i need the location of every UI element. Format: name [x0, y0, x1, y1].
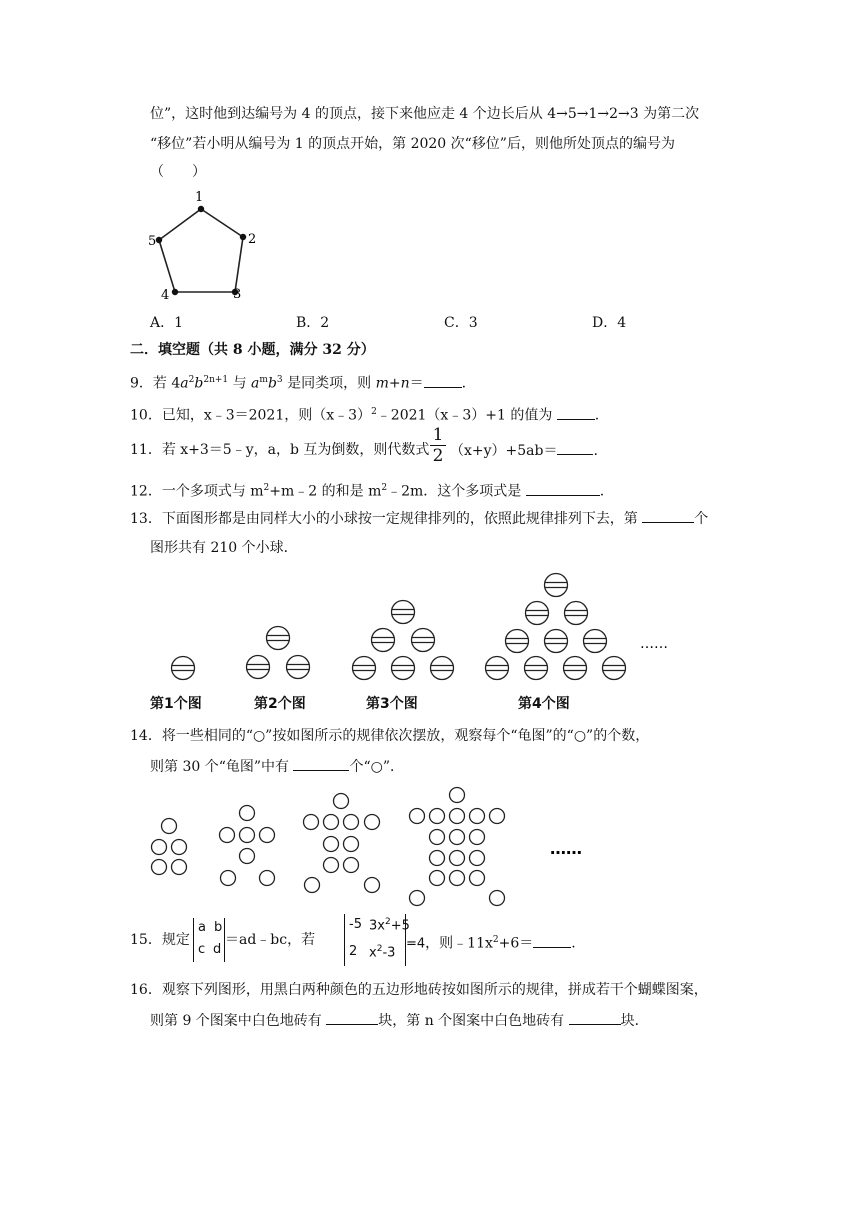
ball — [372, 629, 395, 652]
q14-line1: 14．将一些相同的“○”按如图所示的规律依次摆放，观察每个“龟图”的“○”的个数， — [130, 728, 650, 744]
det2-a: -5 — [349, 917, 362, 932]
q9-var-a: a — [180, 375, 189, 392]
turtle-figure-1 — [152, 819, 187, 875]
q12-end: . — [599, 483, 605, 500]
det-b: b — [214, 920, 223, 935]
q16-line2b: 块，第 n 个图案中白色地砖有 — [378, 1013, 565, 1029]
ball-figure-3 — [353, 601, 454, 680]
question-11-cont — [450, 440, 598, 461]
turtle-figure-4 — [410, 788, 505, 906]
q16-line2c: 块． — [620, 1013, 649, 1029]
q12-text3: ﹣2m．这个多项式是 — [387, 483, 522, 500]
q8-line1: 位”，这时他到达编号为 4 的顶点，接下来他应走 4 个边长后从 4→5→1→2→3 为第二次 — [150, 106, 700, 122]
ball — [506, 630, 529, 653]
q14-line2: 则第 30 个“龟图”中有 — [150, 759, 290, 775]
ball-pattern-figure — [140, 568, 700, 678]
q9-var-m: m — [375, 375, 389, 392]
q9-sup-3: 3 — [276, 375, 283, 385]
question-15-tail — [406, 930, 576, 955]
det2-c: 2 — [349, 944, 358, 959]
turtle-pattern-figure — [140, 780, 620, 900]
question-10 — [130, 402, 599, 426]
q10-text: 10．已知，x﹣3＝2021，则（x﹣3） — [130, 407, 372, 424]
vertex-label-4: 4 — [161, 288, 170, 303]
ball-ellipsis: …… — [640, 636, 668, 652]
ball-figure-4 — [486, 574, 626, 680]
ball — [353, 657, 376, 680]
vertex-label-2: 2 — [248, 232, 257, 247]
q9-sup-m: m — [259, 375, 268, 385]
q12-text: 12．一个多项式与 m — [130, 483, 264, 500]
det-d: d — [213, 942, 222, 957]
question-9 — [130, 370, 466, 394]
q11-frac-den: 2 — [432, 446, 444, 466]
ball — [392, 601, 415, 624]
q10-end: . — [594, 407, 600, 424]
q12-answer-blank[interactable] — [526, 481, 600, 496]
q9-num: 9． — [130, 375, 153, 392]
vertex-label-3: 3 — [233, 287, 242, 302]
q9-var-b: b — [194, 375, 204, 392]
q9-eq: ＝ — [409, 375, 424, 392]
q8-line2: “移位”若小明从编号为 1 的顶点开始，第 2020 次“移位”后，则他所处顶点的编号为 — [150, 136, 675, 152]
ball — [545, 574, 568, 597]
q11-answer-blank[interactable] — [557, 440, 593, 455]
q9-var-n: n — [400, 375, 410, 392]
pentagon-figure — [140, 188, 270, 308]
ball — [172, 657, 195, 680]
q9-var-b2: b — [267, 375, 277, 392]
caption-4: 第4个图 — [518, 696, 570, 712]
ball — [247, 656, 270, 679]
det2-d-tail: -3 — [382, 945, 396, 961]
vertex-4-dot — [172, 289, 178, 295]
q12-text2: +m﹣2 的和是 m — [269, 483, 382, 500]
q15-determinant-def — [193, 918, 225, 962]
q16-line1: 16．观察下列图形，用黑白两种颜色的五边形地砖按如图所示的规律，拼成若干个蝴蝶图案， — [130, 982, 708, 998]
det2-d-sup: 2 — [376, 944, 383, 954]
ball — [526, 602, 549, 625]
q9-text-f: 与 — [228, 375, 252, 392]
q15-post: ，则﹣11x — [425, 935, 493, 952]
q9-answer-blank[interactable] — [424, 373, 462, 388]
q13-line2: 图形共有 210 个小球． — [150, 540, 298, 556]
question-14-line2 — [150, 756, 404, 777]
q11-end: . — [593, 443, 598, 459]
q9-sup-2n1: 2n+1 — [203, 375, 229, 385]
ball — [603, 657, 626, 680]
q10-text2: ﹣2021（x﹣3）+1 的值为 — [376, 407, 553, 424]
turtle-ellipsis: …… — [550, 839, 582, 858]
q15-answer-blank[interactable] — [533, 933, 571, 948]
q16-answer-blank-2[interactable] — [569, 1010, 621, 1025]
pentagon-shape — [159, 209, 243, 292]
question-12 — [130, 478, 604, 502]
vertex-5-dot — [156, 237, 162, 243]
choice-d: D．4 — [592, 315, 627, 331]
q13-answer-blank[interactable] — [642, 508, 694, 523]
choice-b: B．2 — [296, 315, 330, 331]
caption-3: 第3个图 — [366, 696, 418, 712]
ball — [431, 657, 454, 680]
vertex-label-1: 1 — [195, 190, 204, 205]
q11-text: 11．若 x+3＝5﹣y，a，b 互为倒数，则代数式 — [130, 442, 430, 458]
q16-line2a: 则第 9 个图案中白色地砖有 — [150, 1013, 322, 1029]
turtle-figure-2 — [220, 806, 275, 886]
det-c: c — [198, 942, 206, 957]
q9-var-a2: a — [251, 375, 260, 392]
ball — [486, 657, 509, 680]
ball — [267, 627, 290, 650]
q9-end: . — [461, 375, 467, 392]
ball — [287, 656, 310, 679]
ball — [565, 602, 588, 625]
q12-sup2: 2 — [381, 483, 388, 493]
q8-paren: （ ） — [150, 164, 206, 180]
q15-eq: =4 — [406, 936, 426, 952]
q11-frac-num: 1 — [432, 425, 444, 445]
q9-text-a: 若 4 — [152, 375, 181, 392]
ball-figure-1 — [172, 657, 195, 680]
q15-pre: 15．规定 — [130, 932, 190, 948]
q12-sup1: 2 — [263, 483, 270, 493]
q14-line2end: 个“○”． — [349, 759, 405, 775]
ball — [412, 629, 435, 652]
det-a: a — [198, 920, 206, 935]
q16-answer-blank-1[interactable] — [326, 1010, 378, 1025]
ball — [584, 630, 607, 653]
q9-plus: + — [388, 375, 401, 392]
question-13-line1 — [130, 508, 708, 529]
q14-answer-blank[interactable] — [293, 756, 349, 771]
section-title: 二．填空题（共 8 小题，满分 32 分） — [130, 342, 375, 358]
ball-figure-2 — [247, 627, 310, 679]
vertex-2-dot — [240, 234, 246, 240]
det2-d-base: x — [369, 945, 377, 961]
ball — [525, 657, 548, 680]
det2-b — [369, 917, 410, 933]
det2-b-base: 3x — [369, 918, 385, 934]
q13-line1end: 个 — [694, 511, 709, 527]
caption-1: 第1个图 — [150, 696, 202, 712]
q15-post2: +6＝ — [498, 935, 534, 952]
question-16-line2 — [150, 1010, 649, 1031]
det2-d — [369, 944, 395, 960]
vertex-1-dot — [198, 206, 204, 212]
q15-mid: ＝ad﹣bc，若 — [225, 932, 316, 948]
ball — [392, 657, 415, 680]
q11-text2: （x+y）+5ab＝ — [450, 443, 558, 459]
question-11 — [130, 440, 429, 460]
det2-b-tail: +5 — [390, 918, 410, 934]
choice-c: C．3 — [444, 315, 478, 331]
q13-line1: 13．下面图形都是由同样大小的小球按一定规律排列的，依照此规律排列下去，第 — [130, 511, 638, 527]
q11-fraction — [430, 426, 446, 465]
turtle-figure-3 — [304, 794, 380, 893]
ball — [545, 630, 568, 653]
q10-sup: 2 — [371, 407, 377, 417]
q9-text-k: 是同类项，则 — [282, 375, 376, 392]
q9-sup-2: 2 — [188, 375, 195, 385]
q15-sup: 2 — [492, 935, 499, 945]
choice-a: A．1 — [150, 315, 184, 331]
det2-b-sup: 2 — [384, 917, 391, 927]
q15-determinant-given — [344, 914, 410, 966]
q10-answer-blank[interactable] — [557, 405, 595, 420]
vertex-label-5: 5 — [148, 234, 157, 249]
ball — [564, 657, 587, 680]
caption-2: 第2个图 — [254, 696, 306, 712]
q15-end: . — [571, 935, 576, 952]
